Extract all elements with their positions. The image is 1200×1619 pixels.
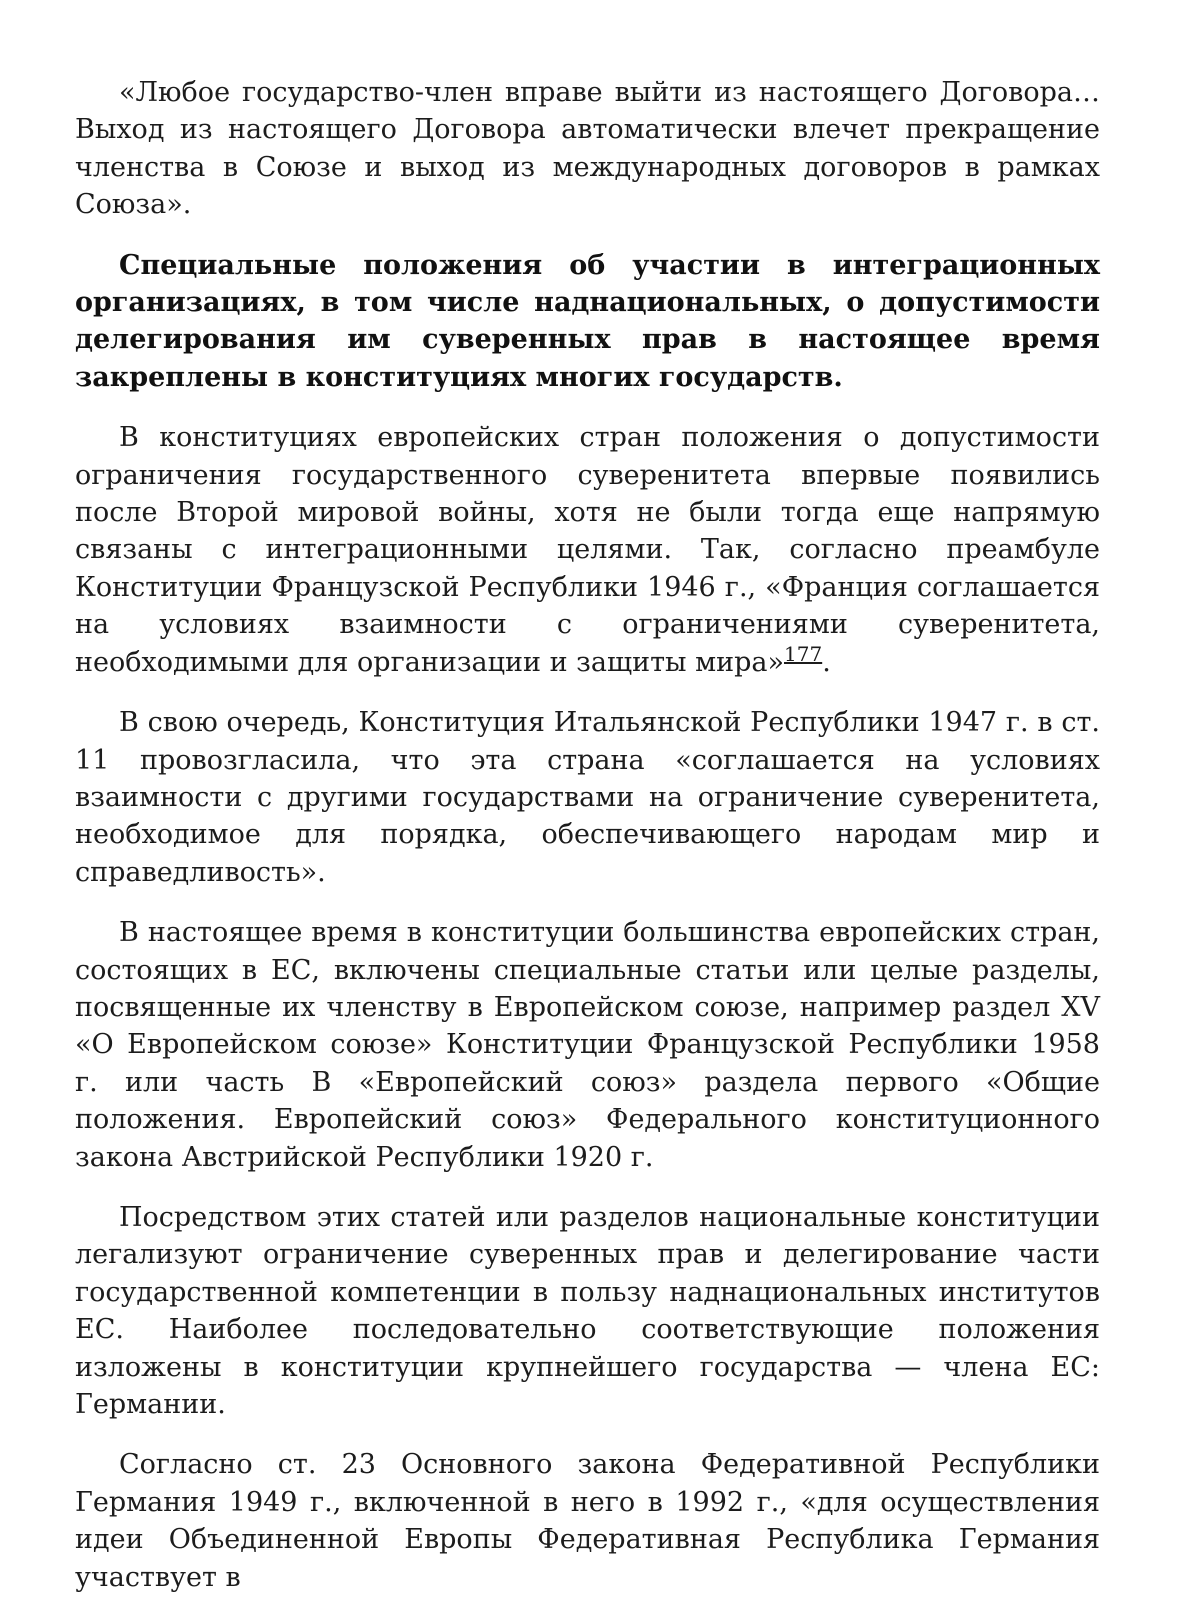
paragraph-3	[75, 419, 1100, 681]
paragraph-7-text: Согласно ст. 23 Основного закона Федеративной Республики Германия 1949 г., включенной в него в 1992 г., «для осуществления идеи Объединенной Европы Федеративная Республика Германия участвует в	[75, 1449, 1100, 1593]
paragraph-6	[75, 1199, 1100, 1423]
footnote-link-177[interactable]: 177	[784, 641, 823, 666]
paragraph-5	[75, 914, 1100, 1176]
paragraph-2-bold	[75, 247, 1100, 397]
document-page	[75, 74, 1100, 1619]
paragraph-3-text: В конституциях европейских стран положения о допустимости ограничения государственного суверенитета впервые появились после Второй мировой войны, хотя не были тогда еще напрямую связаны с интеграционными целями. Так, согласно преамбуле Конституции Французской Республики 1946 г., «Франция соглашается на условиях взаимности с ограничениями суверенитета, необходимыми для организации и защиты мира»	[75, 422, 1100, 678]
paragraph-5-text: В настоящее время в конституции большинства европейских стран, состоящих в ЕС, включены специальные статьи или целые разделы, посвященные их членству в Европейском союзе, например раздел XV «О Европейском союзе» Конституции Французской Республики 1958 г. или часть B «Европейский союз» раздела первого «Общие положения. Европейский союз» Федерального конституционного закона Австрийской Республики 1920 г.	[75, 917, 1100, 1173]
paragraph-7	[75, 1446, 1100, 1596]
paragraph-6-text: Посредством этих статей или разделов национальные конституции легализуют ограничение суверенных прав и делегирование части государственной компетенции в пользу наднациональных институтов ЕС. Наиболее последовательно соответствующие положения изложены в конституции крупнейшего государства — члена ЕС: Германии.	[75, 1201, 1100, 1420]
paragraph-3-end: .	[822, 646, 831, 678]
paragraph-2-text: Специальные положения об участии в интеграционных организациях, в том числе наднациональных, о допустимости делегирования им суверенных прав в настоящее время закреплены в конституциях многих государств.	[75, 249, 1100, 393]
paragraph-4	[75, 704, 1100, 891]
paragraph-4-text: В свою очередь, Конституция Итальянской Республики 1947 г. в ст. 11 провозгласила, что эта страна «соглашается на условиях взаимности с другими государствами на ограничение суверенитета, необходимое для порядка, обеспечивающего народам мир и справедливость».	[75, 707, 1100, 888]
paragraph-1-text: «Любое государство-член вправе выйти из настоящего Договора… Выход из настоящего Договора автоматически влечет прекращение членства в Союзе и выход из международных договоров в рамках Союза».	[75, 77, 1100, 221]
paragraph-1	[75, 74, 1100, 224]
